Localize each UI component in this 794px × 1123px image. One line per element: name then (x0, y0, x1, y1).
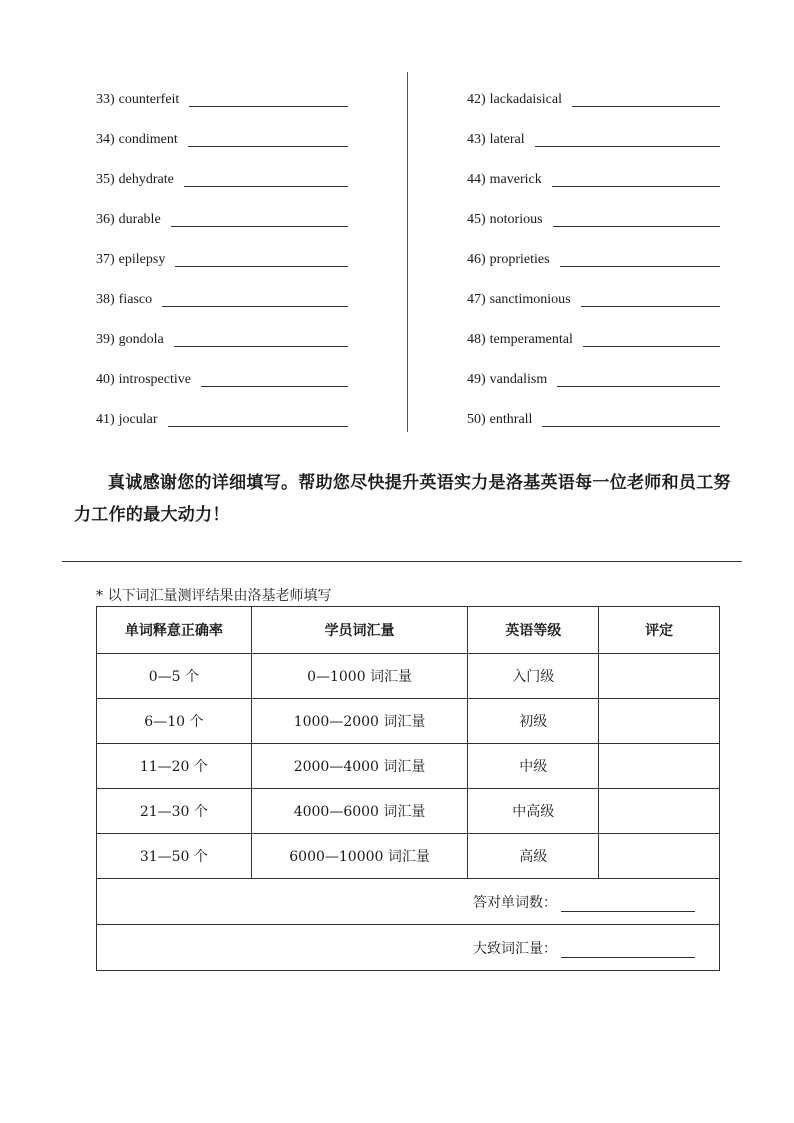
accuracy-cell: 0—5 个 (97, 654, 252, 699)
word-item (96, 350, 348, 390)
word-number: 47) (467, 292, 486, 307)
word-number: 34) (96, 132, 115, 147)
answer-blank[interactable] (201, 371, 348, 387)
correct-count-label: 答对单词数： (473, 894, 557, 911)
word-term: counterfeit (118, 92, 180, 107)
word-number: 42) (467, 92, 486, 107)
answer-blank[interactable] (581, 291, 720, 307)
header-accuracy: 单词释意正确率 (97, 607, 252, 654)
answer-blank[interactable] (535, 131, 720, 147)
word-number: 39) (96, 332, 115, 347)
table-row (97, 654, 720, 699)
thanks-message (74, 467, 734, 531)
header-rating: 评定 (599, 607, 720, 654)
word-term: fiasco (118, 292, 153, 307)
word-item (96, 88, 348, 110)
teacher-note: * 以下词汇量测评结果由洛基老师填写 (96, 588, 332, 604)
word-item (96, 390, 348, 430)
word-number: 33) (96, 92, 115, 107)
level-cell: 入门级 (468, 654, 599, 699)
word-item (96, 150, 348, 190)
answer-blank[interactable] (542, 411, 720, 427)
correct-count-cell[interactable] (97, 879, 720, 925)
answer-blank[interactable] (174, 331, 348, 347)
answer-blank[interactable] (553, 211, 720, 227)
word-term: lackadaisical (489, 92, 562, 107)
word-number: 35) (96, 172, 115, 187)
rating-cell[interactable] (599, 744, 720, 789)
vocab-size-cell: 6000—10000 词汇量 (251, 834, 468, 879)
word-item (467, 390, 720, 430)
answer-blank[interactable] (162, 291, 348, 307)
word-item (96, 270, 348, 310)
approx-vocab-cell[interactable] (97, 925, 720, 971)
answer-blank[interactable] (184, 171, 348, 187)
answer-blank[interactable] (583, 331, 720, 347)
word-item (467, 190, 720, 230)
word-term: enthrall (489, 412, 533, 427)
vocab-size-cell: 4000—6000 词汇量 (251, 789, 468, 834)
word-item (467, 270, 720, 310)
word-number: 45) (467, 212, 486, 227)
accuracy-cell: 6—10 个 (97, 699, 252, 744)
table-row (97, 744, 720, 789)
word-item (467, 88, 720, 110)
table-row (97, 789, 720, 834)
word-item (467, 350, 720, 390)
approx-vocab-blank[interactable] (561, 942, 695, 958)
word-number: 40) (96, 372, 115, 387)
word-number: 49) (467, 372, 486, 387)
header-level: 英语等级 (468, 607, 599, 654)
column-divider (407, 72, 408, 432)
word-term: durable (118, 212, 161, 227)
word-item (467, 110, 720, 150)
word-number: 50) (467, 412, 486, 427)
word-list-right (467, 88, 720, 430)
word-item (467, 230, 720, 270)
level-cell: 中高级 (468, 789, 599, 834)
accuracy-cell: 11—20 个 (97, 744, 252, 789)
word-term: proprieties (489, 252, 550, 267)
accuracy-cell: 31—50 个 (97, 834, 252, 879)
accuracy-cell: 21—30 个 (97, 789, 252, 834)
level-cell: 中级 (468, 744, 599, 789)
word-item (467, 310, 720, 350)
word-number: 38) (96, 292, 115, 307)
word-term: introspective (118, 372, 191, 387)
answer-blank[interactable] (168, 411, 348, 427)
word-item (96, 310, 348, 350)
rating-cell[interactable] (599, 789, 720, 834)
thanks-text: 真诚感谢您的详细填写。帮助您尽快提升英语实力是洛基英语每一位老师和员工努力工作的最大动力！ (74, 473, 731, 525)
word-term: dehydrate (118, 172, 174, 187)
level-cell: 高级 (468, 834, 599, 879)
rating-cell[interactable] (599, 699, 720, 744)
table-row (97, 699, 720, 744)
rating-cell[interactable] (599, 834, 720, 879)
word-number: 41) (96, 412, 115, 427)
word-term: epilepsy (118, 252, 166, 267)
rating-cell[interactable] (599, 654, 720, 699)
word-number: 48) (467, 332, 486, 347)
table-row (97, 834, 720, 879)
word-term: notorious (489, 212, 543, 227)
vocab-size-cell: 0—1000 词汇量 (251, 654, 468, 699)
table-header-row (97, 607, 720, 654)
word-number: 44) (467, 172, 486, 187)
word-number: 36) (96, 212, 115, 227)
word-term: vandalism (489, 372, 548, 387)
word-list-left (96, 88, 348, 430)
word-number: 37) (96, 252, 115, 267)
approx-vocab-row (97, 925, 720, 971)
vocab-size-cell: 1000—2000 词汇量 (251, 699, 468, 744)
word-term: condiment (118, 132, 178, 147)
answer-blank[interactable] (188, 131, 348, 147)
answer-blank[interactable] (189, 91, 348, 107)
vocabulary-result-table (96, 606, 720, 971)
word-number: 46) (467, 252, 486, 267)
correct-count-row (97, 879, 720, 925)
level-cell: 初级 (468, 699, 599, 744)
correct-count-blank[interactable] (561, 896, 695, 912)
word-item (96, 190, 348, 230)
section-divider (62, 561, 742, 562)
word-term: gondola (118, 332, 164, 347)
answer-blank[interactable] (175, 251, 348, 267)
vocab-size-cell: 2000—4000 词汇量 (251, 744, 468, 789)
answer-blank[interactable] (557, 371, 720, 387)
header-vocab-size: 学员词汇量 (251, 607, 468, 654)
answer-blank[interactable] (560, 251, 720, 267)
answer-blank[interactable] (171, 211, 348, 227)
word-term: jocular (118, 412, 158, 427)
word-term: temperamental (489, 332, 573, 347)
word-term: lateral (489, 132, 525, 147)
approx-vocab-label: 大致词汇量： (473, 940, 557, 957)
word-item (467, 150, 720, 190)
word-number: 43) (467, 132, 486, 147)
word-term: sanctimonious (489, 292, 571, 307)
word-term: maverick (489, 172, 542, 187)
answer-blank[interactable] (572, 91, 720, 107)
word-item (96, 230, 348, 270)
answer-blank[interactable] (552, 171, 720, 187)
word-item (96, 110, 348, 150)
